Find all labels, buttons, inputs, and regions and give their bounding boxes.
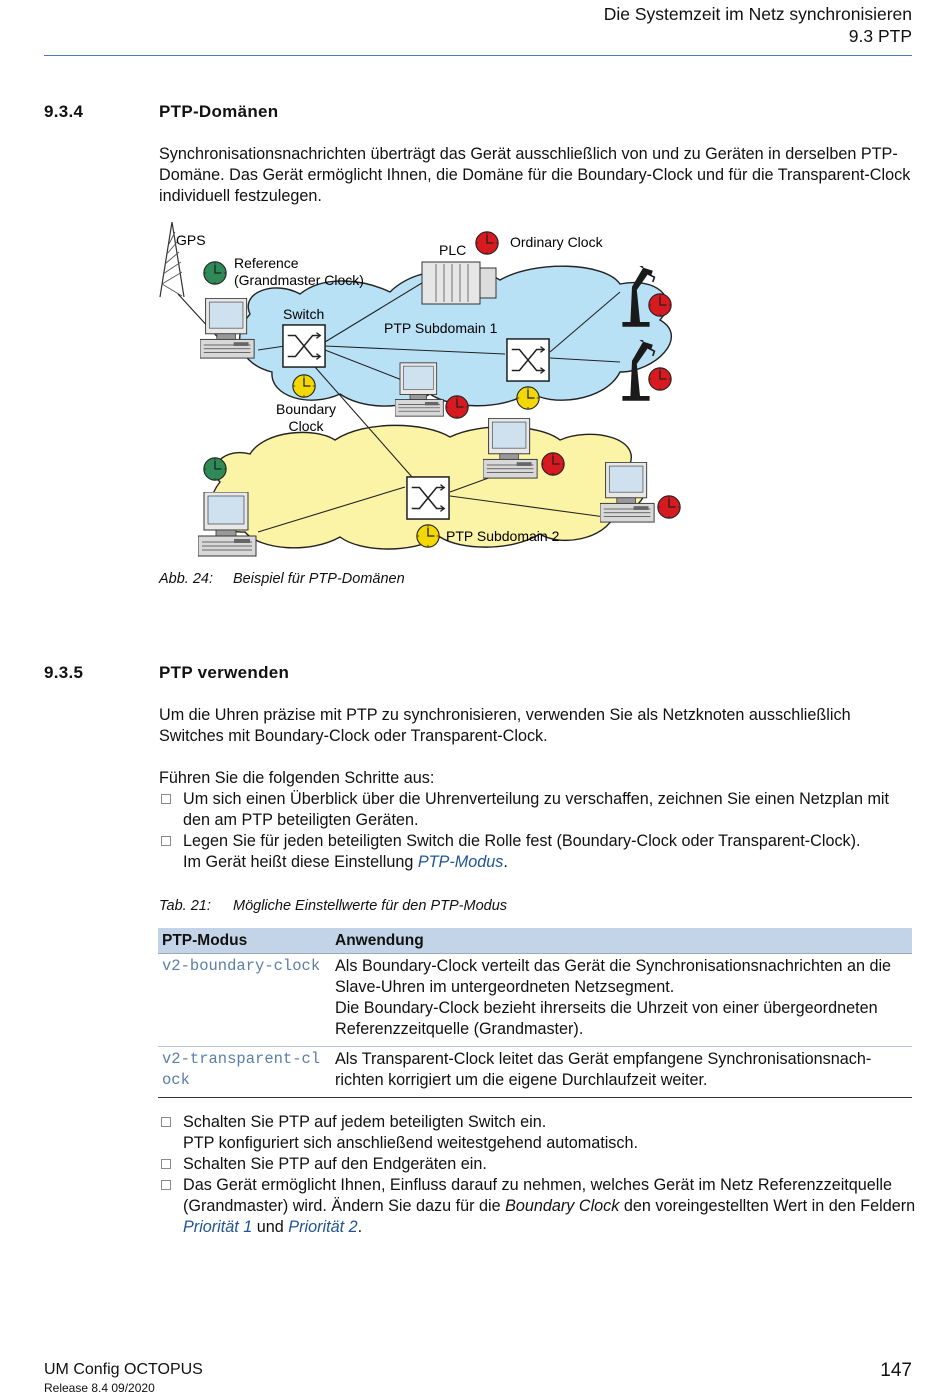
step-text-suffix: .	[503, 853, 508, 871]
figure-caption	[159, 571, 405, 587]
step-text-and: und	[252, 1218, 289, 1236]
section-title-935: PTP verwenden	[159, 663, 290, 682]
table-caption-label: Tab. 21:	[159, 898, 211, 914]
switch-transparent	[507, 339, 549, 381]
section-935-intro: Um die Uhren präzise mit PTP zu synchronisieren, verwenden Sie als Netzknoten ausschließlich Switches mit Boundary-Clock oder Transparent-Clock.	[159, 706, 851, 745]
steps-intro: Führen Sie die folgenden Schritte aus:	[159, 769, 435, 787]
section-934-intro: Synchronisationsnachrichten überträgt das Gerät ausschließlich von und zu Geräten in derselben PTP-Domäne. Das Gerät ermöglicht Ihnen, die Domäne für die Boundary-Clock und für die Transparent-Clock individuell festzulegen.	[159, 145, 911, 205]
table-row	[158, 954, 912, 1047]
step-text-end: .	[357, 1218, 363, 1236]
step-item	[159, 1175, 919, 1238]
header-rule	[44, 55, 912, 56]
label-gps: GPS	[176, 232, 206, 248]
label-reference: Reference	[234, 255, 299, 271]
clock-boundary-icon	[293, 375, 315, 397]
section-number-934: 9.3.4	[44, 102, 84, 121]
clock-subdomain1-pc-icon	[446, 396, 468, 418]
ptp-domains-figure	[150, 222, 710, 564]
label-ordinary-clock: Ordinary Clock	[510, 234, 603, 250]
step-text-line2: Im Gerät heißt diese Einstellung	[183, 853, 418, 871]
ptp-modus-link[interactable]: PTP-Modus	[417, 853, 504, 871]
grandmaster-pc	[200, 298, 254, 358]
checkbox-icon	[161, 836, 171, 846]
label-subdomain-2: PTP Subdomain 2	[446, 528, 560, 544]
clock-transparent-icon	[517, 387, 539, 409]
section-number-935: 9.3.5	[44, 663, 84, 682]
switch-boundary	[283, 325, 325, 367]
clock-subdomain2-master-icon	[204, 458, 226, 480]
mode-value: v2-boundary-clock	[158, 954, 331, 1047]
step-text: Das Gerät ermöglicht Ihnen, Einfluss darauf zu nehmen, welches Gerät im Netz Referenzzeitquelle (Grandmaster) wird. Ändern Sie dazu für die	[183, 1176, 892, 1215]
checkbox-icon	[161, 794, 171, 804]
steps-list-2	[159, 1112, 919, 1238]
header-anwendung: Anwendung	[331, 928, 912, 954]
ptp-mode-table	[158, 928, 912, 1098]
clock-grandmaster-icon	[204, 262, 226, 284]
step-text-cont: den voreingestellten Wert in den Feldern	[619, 1197, 916, 1215]
running-header-chapter: Die Systemzeit im Netz synchronisieren	[603, 4, 912, 24]
switch-subdomain2	[407, 477, 449, 519]
prioritaet-2-link[interactable]: Priorität 2	[288, 1218, 358, 1236]
subdomain2-pc-far-right	[600, 462, 654, 522]
mode-description-text2: Die Boundary-Clock bezieht ihrerseits die Uhrzeit von einer übergeordneten Referenzzeitquelle (Grandmaster).	[335, 999, 878, 1038]
clock-robot-bottom-icon	[649, 368, 671, 390]
page-number: 147	[880, 1360, 912, 1381]
step-text: Schalten Sie PTP auf jedem beteiligten Switch ein.	[183, 1113, 547, 1131]
table-caption-text: Mögliche Einstellwerte für den PTP-Modus	[233, 898, 508, 914]
step-item	[159, 1154, 919, 1175]
running-header-section: 9.3 PTP	[848, 26, 912, 46]
figure-caption-label: Abb. 24:	[159, 571, 214, 587]
step-item	[159, 1112, 919, 1154]
footer-release: Release 8.4 09/2020	[44, 1381, 155, 1395]
step-item	[159, 831, 919, 873]
table-row	[158, 1047, 912, 1098]
mode-value: v2-transparent-clock	[158, 1047, 331, 1098]
label-boundary: Boundary	[276, 401, 336, 417]
table-header-row	[158, 928, 912, 954]
clock-subdomain2-far-right-icon	[658, 496, 680, 518]
label-subdomain-1: PTP Subdomain 1	[384, 320, 498, 336]
step-item	[159, 789, 919, 831]
section-title-934: PTP-Domänen	[159, 102, 279, 121]
checkbox-icon	[161, 1159, 171, 1169]
step-text-line2: PTP konfiguriert sich anschließend weitestgehend automatisch.	[183, 1134, 638, 1152]
clock-subdomain2-switch-icon	[417, 525, 439, 547]
prioritaet-1-link[interactable]: Priorität 1	[183, 1218, 253, 1236]
footer-title: UM Config OCTOPUS	[44, 1361, 203, 1378]
header-ptp-modus: PTP-Modus	[158, 928, 331, 954]
clock-plc-icon	[476, 232, 498, 254]
checkbox-icon	[161, 1180, 171, 1190]
step-text: Schalten Sie PTP auf den Endgeräten ein.	[183, 1155, 487, 1173]
subdomain1-pc	[395, 363, 443, 416]
subdomain2-pc-right-top	[483, 418, 537, 478]
clock-robot-top-icon	[649, 294, 671, 316]
mode-description	[331, 954, 912, 1047]
step-text: Legen Sie für jeden beteiligten Switch die Rolle fest (Boundary-Clock oder Transparent-Clock).	[183, 832, 861, 850]
label-boundary-clock: Clock	[288, 418, 324, 434]
boundary-clock-emph: Boundary Clock	[505, 1197, 620, 1215]
mode-description-text: Als Transparent-Clock leitet das Gerät empfangene Synchronisationsnachrichten korrigiert um die eigene Durchlaufzeit weiter.	[335, 1050, 872, 1089]
label-plc: PLC	[439, 242, 467, 258]
clock-subdomain2-pc-icon	[542, 453, 564, 475]
table-caption	[159, 898, 507, 914]
mode-description-text: Als Boundary-Clock verteilt das Gerät die Synchronisationsnachrichten an die Slave-Uhren im untergeordneten Netzsegment.	[335, 957, 892, 996]
label-switch: Switch	[283, 306, 325, 322]
mode-description	[331, 1047, 912, 1098]
subdomain2-pc-left	[198, 492, 256, 556]
steps-list-1	[159, 789, 919, 873]
checkbox-icon	[161, 1117, 171, 1127]
figure-caption-text: Beispiel für PTP-Domänen	[233, 571, 405, 587]
step-text: Um sich einen Überblick über die Uhrenverteilung zu verschaffen, zeichnen Sie einen Netzplan mit den am PTP beteiligten Geräten.	[183, 790, 890, 829]
label-grandmaster: (Grandmaster Clock)	[234, 272, 364, 288]
plc-device	[422, 262, 496, 304]
